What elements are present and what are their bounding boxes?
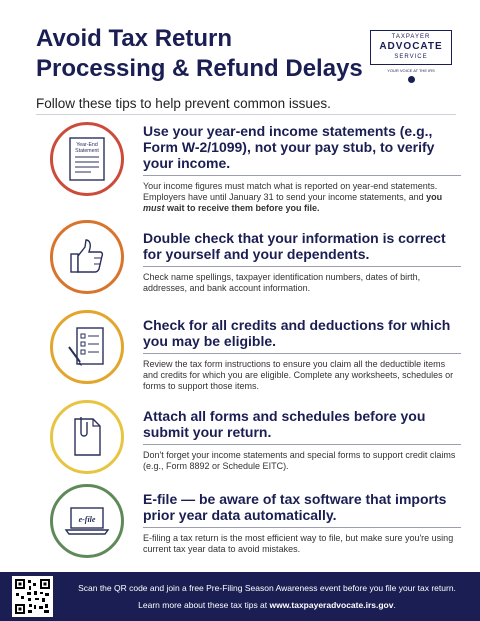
footer-qr-text: Scan the QR code and join a free Pre-Filing Season Awareness event before you file your tax return. bbox=[78, 583, 456, 593]
tip-2-heading: Double check that your information is correct for yourself and your dependents. bbox=[143, 230, 446, 262]
tip-4-divider bbox=[143, 444, 461, 445]
header bbox=[36, 24, 456, 94]
tip-1-body bbox=[143, 181, 461, 214]
tip-5-divider bbox=[143, 527, 461, 528]
tip-5-heading: E-file — be aware of tax software that imports prior year data automatically. bbox=[143, 491, 447, 523]
tip-2-body: Check name spellings, taxpayer identification numbers, dates of birth, addresses, and bank account information. bbox=[143, 272, 421, 293]
statement-label-1: Year-End bbox=[76, 142, 98, 148]
tip-2-divider bbox=[143, 266, 461, 267]
logo-line-2: ADVOCATE bbox=[379, 41, 443, 52]
logo-line-1: TAXPAYER bbox=[391, 34, 431, 40]
footer-learn-more bbox=[62, 600, 472, 610]
paperclip-document-icon bbox=[50, 400, 124, 474]
footer-learn-suffix: . bbox=[393, 600, 396, 610]
efile-label: e-file bbox=[78, 515, 96, 524]
tip-3-text bbox=[143, 317, 461, 392]
tip-1-body-start: Your income figures must match what is reported on year-end statements. Employers have until January 31 to send your income statements, and bbox=[143, 181, 438, 202]
tip-3-divider bbox=[143, 353, 461, 354]
tip-1-emph-1: you bbox=[426, 192, 443, 202]
tip-5-text bbox=[143, 491, 461, 555]
footer-learn-prefix: Learn more about these tax tips at bbox=[138, 600, 270, 610]
tip-2-text bbox=[143, 230, 461, 294]
footer-banner bbox=[0, 572, 480, 621]
tip-4-heading: Attach all forms and schedules before you submit your return. bbox=[143, 408, 426, 440]
logo-line-3: SERVICE bbox=[394, 54, 428, 60]
tip-1-emph-3: wait to receive them before you file. bbox=[164, 203, 320, 213]
taxpayer-advocate-logo bbox=[370, 30, 452, 100]
tip-4-body: Don't forget your income statements and special forms to support credit claims (e.g., Form 8892 or Schedule EITC). bbox=[143, 450, 456, 471]
tip-1-emph-2: must bbox=[143, 203, 165, 213]
tip-4-text bbox=[143, 408, 461, 472]
page-subtitle: Follow these tips to help prevent common issues. bbox=[36, 96, 331, 111]
statement-label-2: Statement bbox=[75, 148, 99, 154]
tip-3-heading: Check for all credits and deductions for which you may be eligible. bbox=[143, 317, 451, 349]
footer-url-link[interactable]: www.taxpayeradvocate.irs.gov bbox=[269, 600, 394, 610]
header-divider bbox=[36, 114, 456, 115]
year-end-statement-icon bbox=[50, 122, 124, 196]
logo-tagline: YOUR VOICE AT THE IRS bbox=[387, 68, 435, 73]
tip-1-divider bbox=[143, 175, 461, 176]
tip-1-text bbox=[143, 123, 461, 214]
page-title: Avoid Tax Return Processing & Refund Delays bbox=[36, 25, 363, 82]
irs-seal-icon bbox=[408, 76, 415, 83]
tip-1-heading: Use your year-end income statements (e.g., Form W-2/1099), not your pay stub, to verify your income. bbox=[143, 123, 435, 171]
tip-3-body: Review the tax form instructions to ensure you claim all the deductible items and credits for which you are eligible. Complete any worksheets, schedules or forms to support those items. bbox=[143, 359, 454, 391]
thumbs-up-icon bbox=[50, 220, 124, 294]
logo-box bbox=[370, 30, 452, 65]
laptop-efile-icon bbox=[50, 484, 124, 558]
qr-code-icon[interactable] bbox=[12, 576, 53, 617]
checklist-icon bbox=[50, 310, 124, 384]
tip-5-body: E-filing a tax return is the most efficient way to file, but make sure you're using current tax year data to avoid mistakes. bbox=[143, 533, 454, 554]
